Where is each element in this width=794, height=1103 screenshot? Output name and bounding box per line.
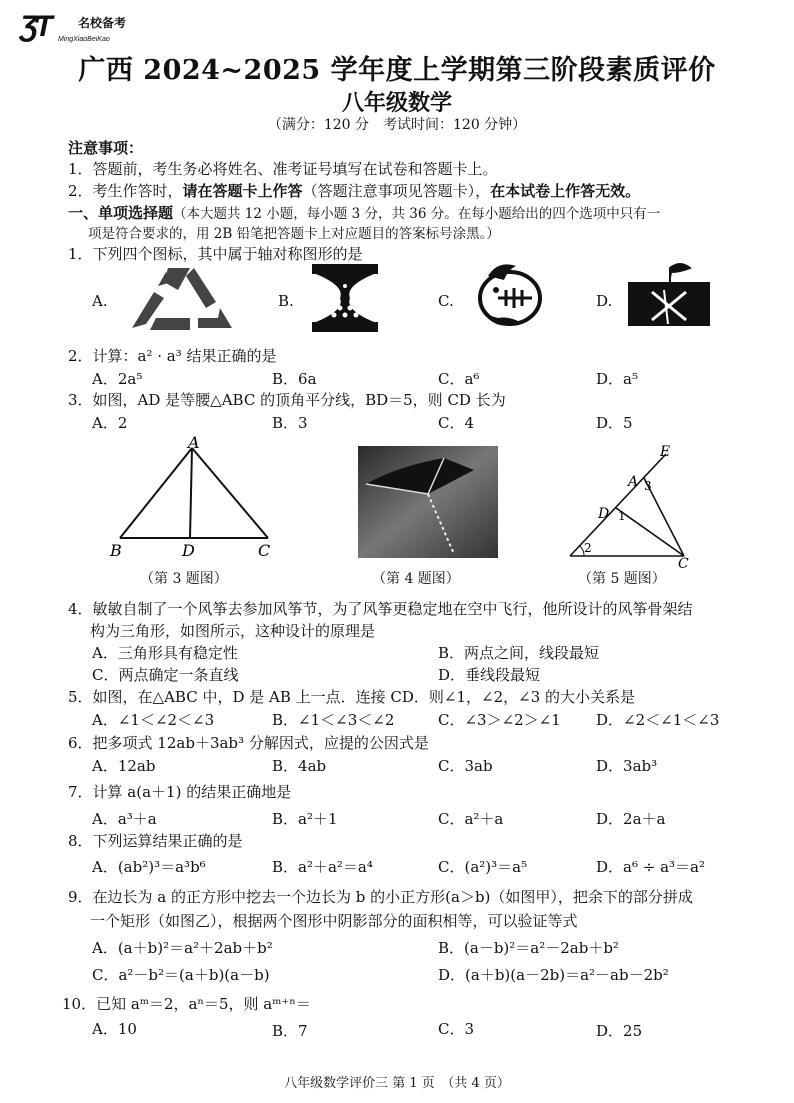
exam-meta: （满分：120 分 考试时间：120 分钟） bbox=[267, 117, 527, 133]
q8-option-b: B．a²＋a²＝a⁴ bbox=[272, 858, 373, 876]
q8-stem: 8．下列运算结果正确的是 bbox=[68, 832, 243, 850]
q10-option-c: C．3 bbox=[438, 1020, 475, 1038]
notice-item-2-b: 请在答题卡上作答 bbox=[182, 182, 303, 200]
fig3-caption: （第 3 题图） bbox=[140, 571, 228, 587]
fig5-label-e: E bbox=[660, 444, 671, 460]
q7-option-c: C．a²＋a bbox=[438, 810, 504, 828]
q9-option-b: B．(a－b)²＝a²－2ab＋b² bbox=[438, 939, 619, 957]
q2-option-a: A．2a⁵ bbox=[92, 370, 143, 388]
section-1-desc-2: 项是符合要求的，用 2B 铅笔把答题卡上对应题目的答案标号涂黑。） bbox=[88, 226, 500, 242]
section-1-heading: 一、单项选择题 bbox=[68, 204, 174, 222]
figure-4-kite-photo bbox=[358, 446, 498, 558]
notice-item-1: 1．答题前，考生务必将姓名、准考证号填写在试卷和答题卡上。 bbox=[68, 160, 498, 178]
q6-option-c: C．3ab bbox=[438, 757, 493, 775]
notice-item-2-a: 2．考生作答时， bbox=[68, 182, 183, 200]
q4-option-b: B．两点之间，线段最短 bbox=[438, 644, 600, 662]
q8-option-a: A．(ab²)³＝a³b⁶ bbox=[92, 858, 206, 876]
q2-stem: 2．计算：a² · a³ 结果正确的是 bbox=[68, 347, 277, 365]
q5-option-b: B．∠1＜∠3＜∠2 bbox=[272, 711, 395, 729]
logo-name: 名校备考 bbox=[78, 16, 127, 30]
q3-stem: 3．如图，AD 是等腰△ABC 的顶角平分线，BD＝5，则 CD 长为 bbox=[68, 391, 506, 409]
fig5-caption: （第 5 题图） bbox=[578, 571, 666, 587]
q10-option-a: A．10 bbox=[92, 1020, 137, 1038]
q7-option-d: D．2a＋a bbox=[596, 810, 666, 828]
figure-3-triangle bbox=[108, 433, 288, 561]
exam-title: 广西 2024~2025 学年度上学期第三阶段素质评价 bbox=[78, 55, 716, 86]
q6-stem: 6．把多项式 12ab＋3ab³ 分解因式，应提的公因式是 bbox=[68, 734, 429, 752]
section-1-intro bbox=[68, 202, 660, 223]
q9-option-a: A．(a＋b)²＝a²＋2ab＋b² bbox=[92, 939, 273, 957]
q6-option-a: A．12ab bbox=[92, 757, 156, 775]
q8-option-d: D．a⁶ ÷ a³＝a² bbox=[596, 858, 705, 876]
q7-option-b: B．a²＋1 bbox=[272, 810, 338, 828]
q1-stem: 1．下列四个图标，其中属于轴对称图形的是 bbox=[68, 245, 363, 263]
q2-option-d: D．a⁵ bbox=[596, 370, 638, 388]
notice-item-2-c: （答题注意事项见答题卡）， bbox=[302, 182, 491, 200]
q4-stem-2: 构为三角形，如图所示，这种设计的原理是 bbox=[90, 622, 376, 640]
figure-5-triangle bbox=[560, 440, 690, 572]
notice-item-2-d: 在本试卷上作答无效。 bbox=[490, 182, 641, 200]
exam-subject: 八年级数学 bbox=[341, 90, 452, 116]
q1-option-b: B. bbox=[278, 292, 294, 310]
q5-option-a: A．∠1＜∠2＜∠3 bbox=[92, 711, 215, 729]
q7-option-a: A．a³＋a bbox=[92, 810, 157, 828]
q5-option-c: C．∠3＞∠2＞∠1 bbox=[438, 711, 561, 729]
q4-option-d: D．垂线段最短 bbox=[438, 666, 541, 684]
no-plant-icon bbox=[628, 262, 710, 328]
q2-option-c: C．a⁶ bbox=[438, 370, 480, 388]
q9-option-c: C．a²－b²＝(a＋b)(a－b) bbox=[92, 966, 270, 984]
fig5-label-c: C bbox=[678, 556, 689, 572]
q8-option-c: C．(a²)³＝a⁵ bbox=[438, 858, 528, 876]
logo-mark: ƷƬ bbox=[20, 10, 49, 43]
q9-stem-2: 一个矩形（如图乙），根据两个图形中阴影部分的面积相等，可以验证等式 bbox=[90, 912, 578, 930]
logo-subtitle: MingXiaoBeiKao bbox=[58, 36, 110, 43]
fig3-label-a: A bbox=[188, 433, 200, 452]
fig3-label-d: D bbox=[182, 541, 195, 560]
q5-option-d: D．∠2＜∠1＜∠3 bbox=[596, 711, 720, 729]
fig5-label-a: A bbox=[628, 474, 639, 490]
q3-option-d: D．5 bbox=[596, 414, 633, 432]
q3-option-b: B．3 bbox=[272, 414, 308, 432]
notice-item-2 bbox=[68, 180, 640, 201]
q4-option-a: A．三角形具有稳定性 bbox=[92, 644, 238, 662]
q4-stem-1: 4．敏敏自制了一个风筝去参加风筝节，为了风筝更稳定地在空中飞行，他所设计的风筝骨架结 bbox=[68, 600, 693, 618]
q6-option-b: B．4ab bbox=[272, 757, 327, 775]
fig5-angle-3: 3 bbox=[644, 479, 652, 493]
q9-option-d: D．(a＋b)(a－2b)＝a²－ab－2b² bbox=[438, 966, 669, 984]
fish-emblem-icon bbox=[468, 256, 550, 336]
q3-option-a: A．2 bbox=[92, 414, 128, 432]
q1-option-c: C. bbox=[438, 292, 454, 310]
q2-option-b: B．6a bbox=[272, 370, 317, 388]
fig3-label-b: B bbox=[110, 541, 122, 560]
section-1-desc-1: （本大题共 12 小题，每小题 3 分，共 36 分。在每小题给出的四个选项中只有一 bbox=[173, 206, 661, 222]
fig4-caption: （第 4 题图） bbox=[372, 571, 460, 587]
q10-option-b: B．7 bbox=[272, 1022, 308, 1040]
notice-heading: 注意事项： bbox=[68, 139, 144, 157]
fig3-label-c: C bbox=[258, 541, 271, 560]
page-footer: 八年级数学评价三 第 1 页 （共 4 页） bbox=[284, 1076, 510, 1091]
publisher-logo bbox=[20, 10, 170, 48]
q3-option-c: C．4 bbox=[438, 414, 475, 432]
recycle-triangle-icon bbox=[120, 262, 245, 334]
hourglass-icon bbox=[310, 262, 380, 334]
q10-option-d: D．25 bbox=[596, 1022, 643, 1040]
q4-option-c: C．两点确定一条直线 bbox=[92, 666, 239, 684]
fig5-label-d: D bbox=[598, 506, 610, 522]
q1-option-d: D. bbox=[596, 292, 613, 310]
q5-stem: 5．如图，在△ABC 中，D 是 AB 上一点．连接 CD．则∠1，∠2，∠3 的大小关系是 bbox=[68, 688, 636, 706]
q9-stem-1: 9．在边长为 a 的正方形中挖去一个边长为 b 的小正方形(a＞b)（如图甲），把余下的部分拼成 bbox=[68, 888, 693, 906]
q7-stem: 7．计算 a(a＋1) 的结果正确地是 bbox=[68, 783, 292, 801]
fig5-angle-1: 1 bbox=[618, 509, 626, 523]
fig5-angle-2: 2 bbox=[584, 541, 592, 555]
q10-stem: 10．已知 aᵐ＝2，aⁿ＝5，则 aᵐ⁺ⁿ＝ bbox=[62, 995, 311, 1013]
q6-option-d: D．3ab³ bbox=[596, 757, 658, 775]
q1-option-a: A. bbox=[92, 292, 108, 310]
